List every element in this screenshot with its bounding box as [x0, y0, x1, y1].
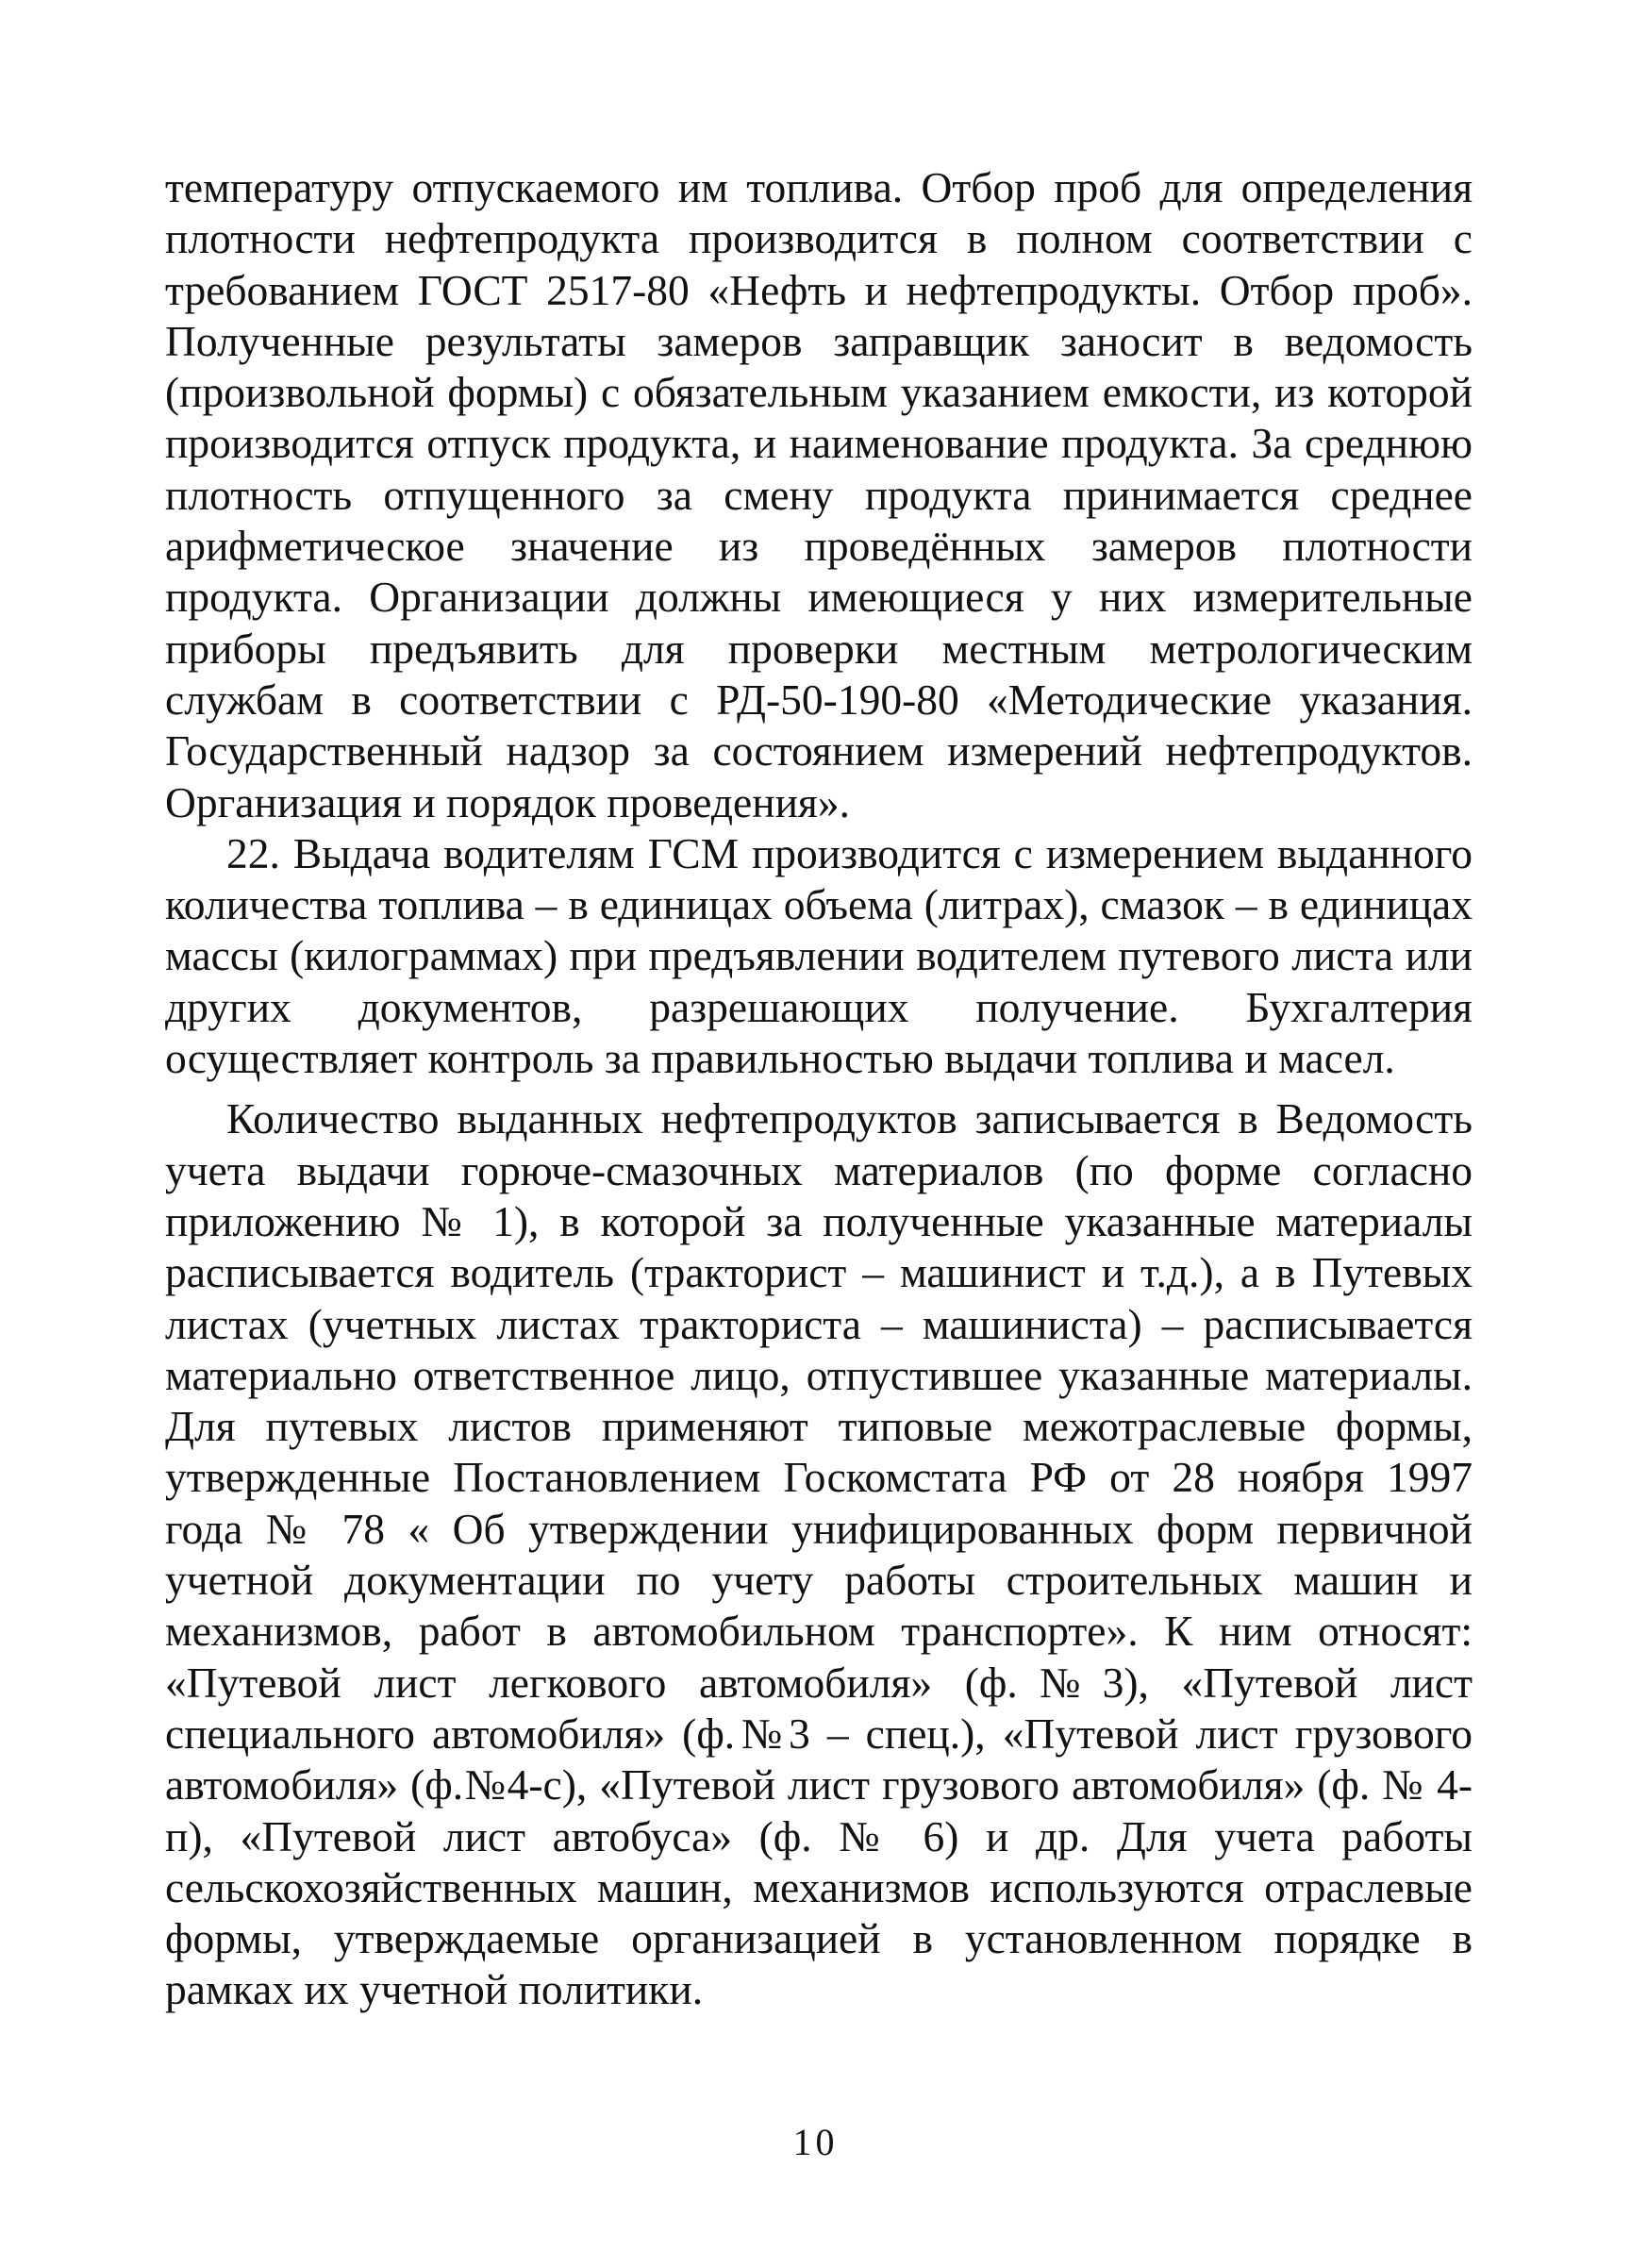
body-text [165, 162, 1473, 2016]
paragraph-item-22: 22. Выдача водителям ГСМ производится с измерением выданного количества топлива – в единицах объема (литрах), смазок – в единицах массы (килограммах) при предъявлении водителем путевого листа или других документов, разрешающих получение. Бухгалтерия осуществляет контроль за правильностью выдачи топлива и масел. [165, 828, 1473, 1083]
paragraph-fuel-records: Количество выданных нефтепродуктов записывается в Ведомость учета выдачи горюче-смазочных материалов (по форме согласно приложению № 1), в которой за полученные указанные материалы расписывается водитель (тракторист – машинист и т.д.), а в Путевых листах (учетных листах тракториста – машиниста) – расписывается материально ответственное лицо, отпустившее указанные материалы. Для путевых листов применяют типовые межотраслевые формы, утвержденные Постановлением Госкомстата РФ от 28 ноября 1997 года № 78 « Об утверждении унифицированных форм первичной учетной документации по учету работы строительных машин и механизмов, работ в автомобильном транспорте». К ним относят: «Путевой лист легкового автомобиля» (ф.№3), «Путевой лист специального автомобиля» (ф.№3 – спец.), «Путевой лист грузового автомобиля» (ф.№4-с), «Путевой лист грузового автомобиля» (ф. № 4-п), «Путевой лист автобуса» (ф. № 6) и др. Для учета работы сельскохозяйственных машин, механизмов используются отраслевые формы, утверждаемые организацией в установленном порядке в рамках их учетной политики. [165, 1094, 1473, 2014]
page-number: 10 [792, 2121, 839, 2163]
paragraph-continuation: температуру отпускаемого им топлива. Отбор проб для определения плотности нефтепродукта производится в полном соответствии с требованием ГОСТ 2517-80 «Нефть и нефтепродукты. Отбор проб». Полученные результаты замеров заправщик заносит в ведомость (произвольной формы) с обязательным указанием емкости, из которой производится отпуск продукта, и наименование продукта. За среднюю плотность отпущенного за смену продукта принимается среднее арифметическое значение из проведённых замеров плотности продукта. Организации должны имеющиеся у них измерительные приборы предъявить для проверки местным метрологическим службам в соответствии с РД-50-190-80 «Методические указания. Государственный надзор за состоянием измерений нефтепродуктов. Организация и порядок проведения». [165, 163, 1473, 826]
